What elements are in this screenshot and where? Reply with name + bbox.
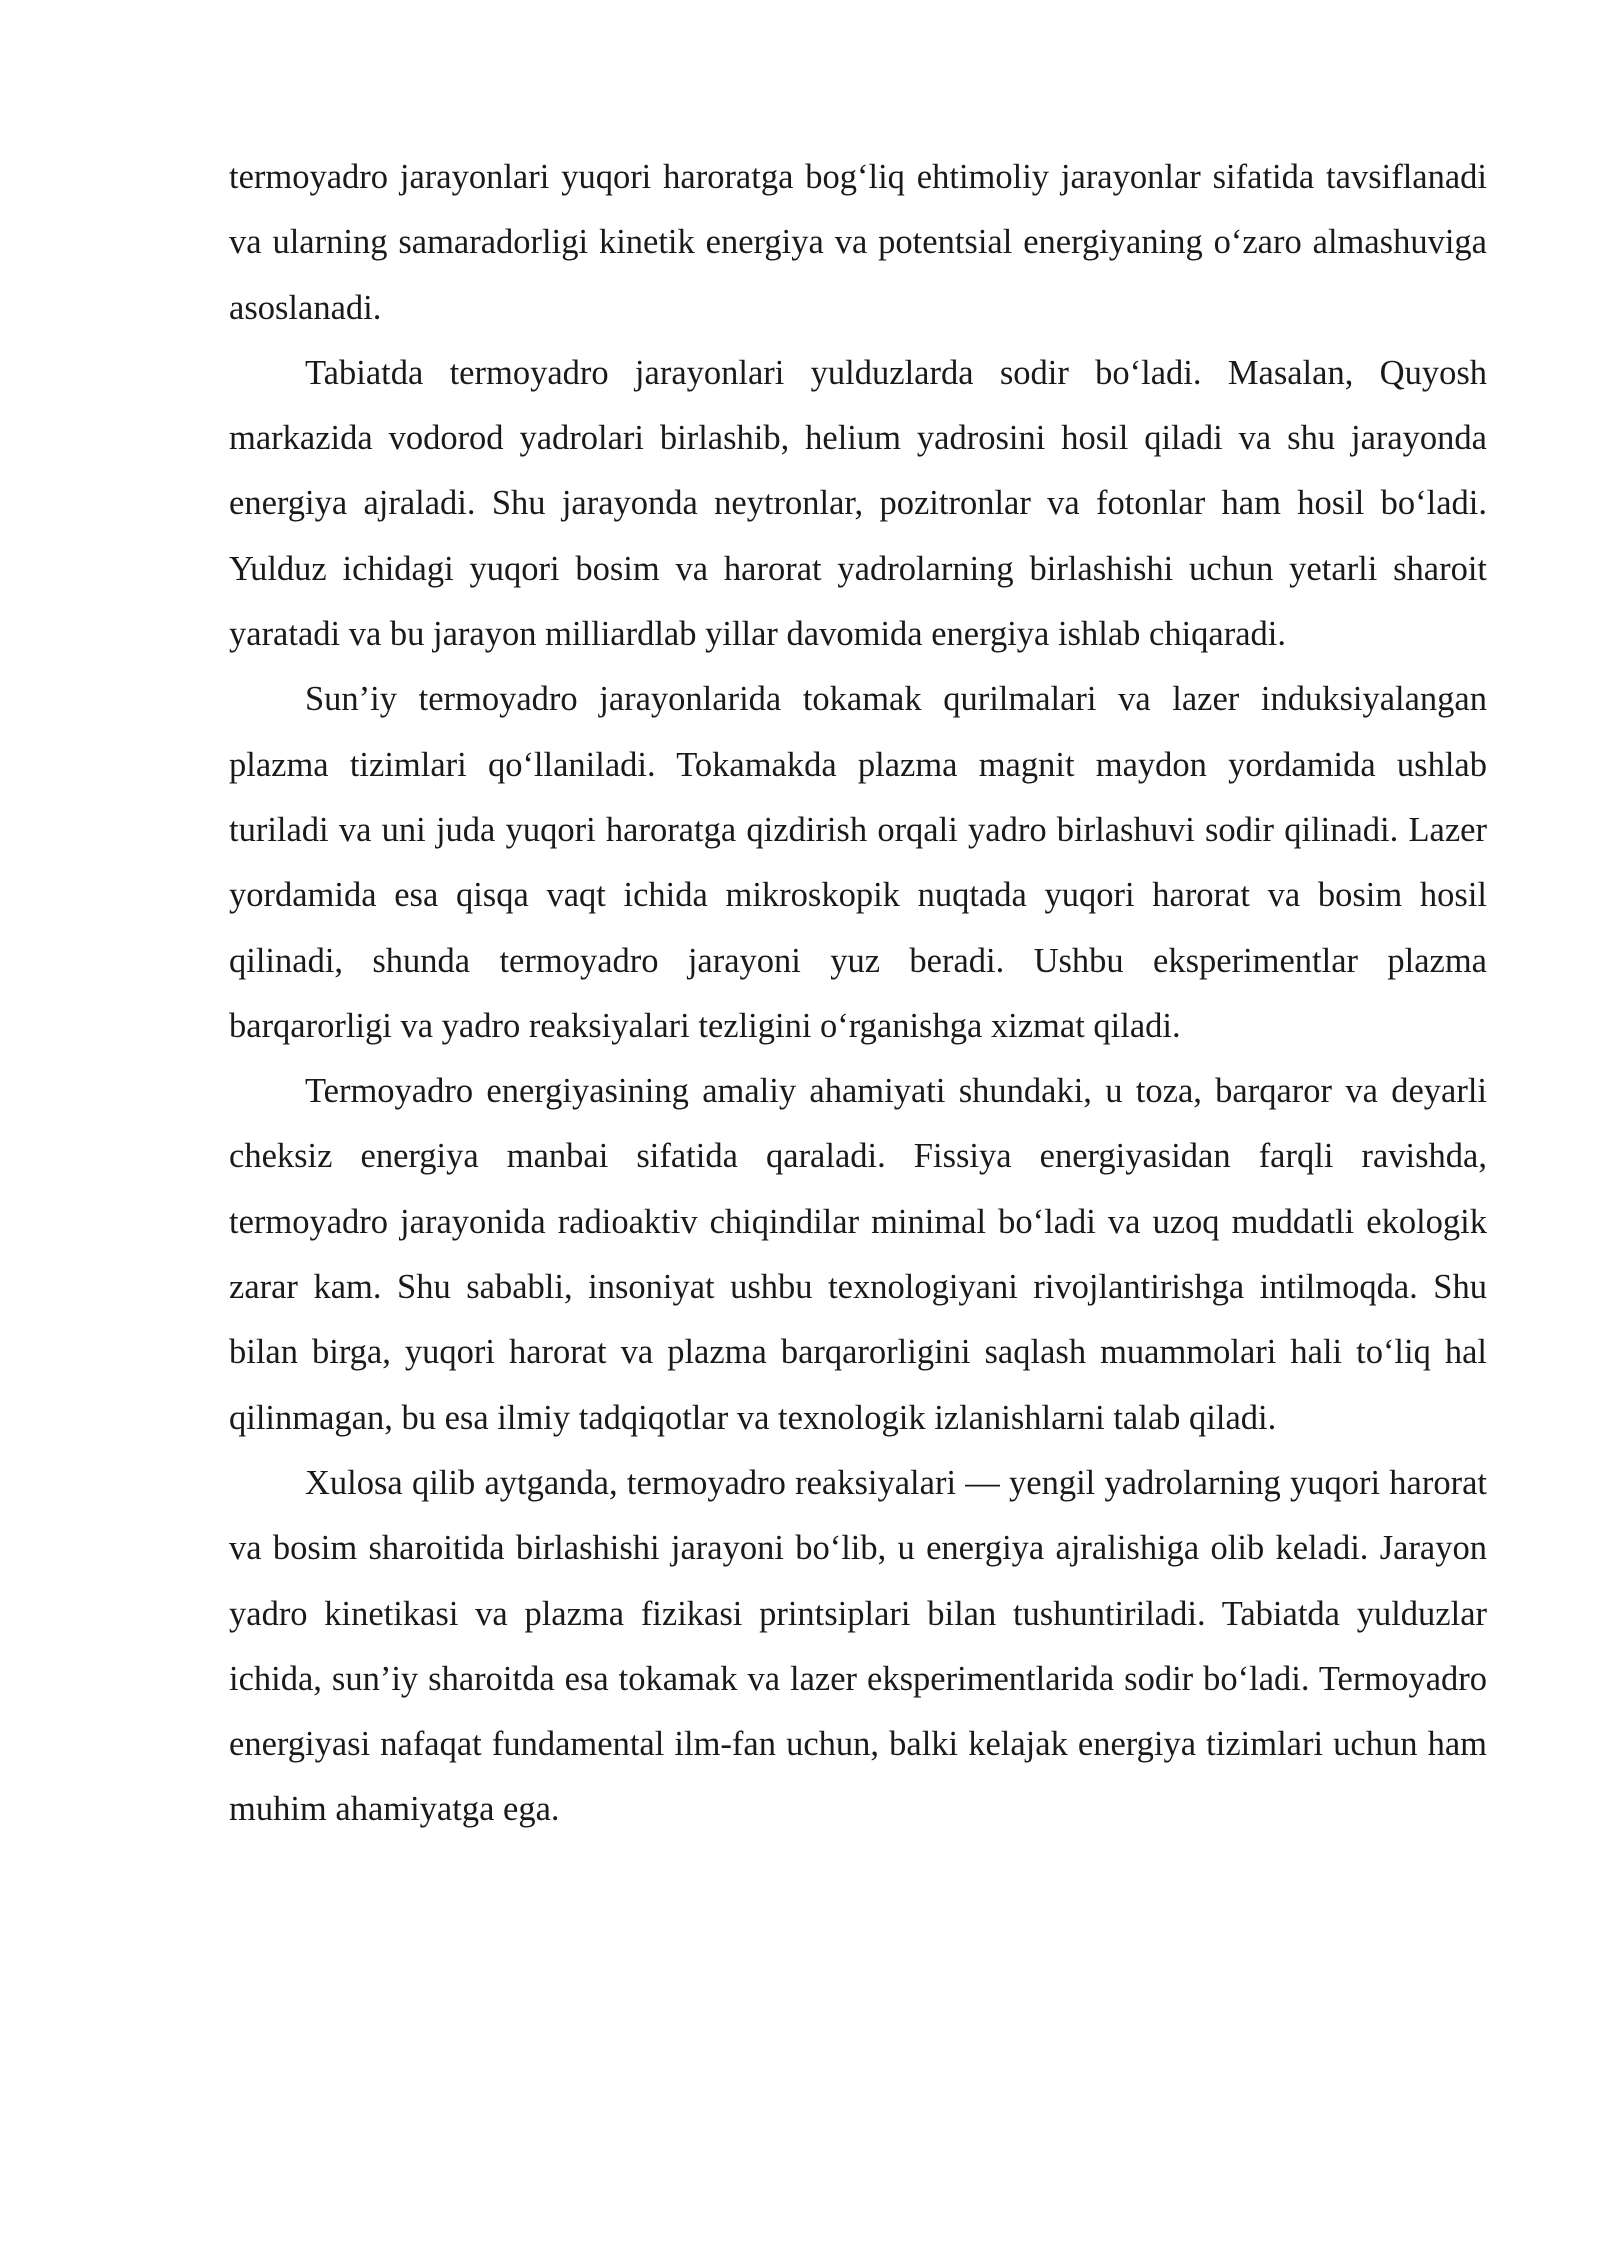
paragraph-artificial-fusion: Sun’iy termoyadro jarayonlarida tokamak qurilmalari va lazer induksiyalangan plazma tizimlari qo‘llaniladi. Tokamakda plazma magnit maydon yordamida ushlab turiladi va uni juda yuqori haroratga qizdirish orqali yadro birlashuvi sodir qilinadi. Lazer yordamida esa qisqa vaqt ichida mikroskopik nuqtada yuqori harorat va bosim hosil qilinadi, shunda termoyadro jarayoni yuz beradi. Ushbu eksperimentlar plazma barqarorligi va yadro reaksiyalari tezligini o‘rganishga xizmat qiladi.	[229, 680, 1487, 1045]
paragraph-practical-significance: Termoyadro energiyasining amaliy ahamiyati shundaki, u toza, barqaror va deyarli cheksiz energiya manbai sifatida qaraladi. Fissiya energiyasidan farqli ravishda, termoyadro jarayonida radioaktiv chiqindilar minimal bo‘ladi va uzoq muddatli ekologik zarar kam. Shu sababli, insoniyat ushbu texnologiyani rivojlantirishga intilmoqda. Shu bilan birga, yuqori harorat va plazma barqarorligini saqlash muammolari hali to‘liq hal qilinmagan, bu esa ilmiy tadqiqotlar va texnologik izlanishlarni talab qiladi.	[229, 1072, 1487, 1437]
paragraph-conclusion: Xulosa qilib aytganda, termoyadro reaksiyalari — yengil yadrolarning yuqori harorat va bosim sharoitida birlashishi jarayoni bo‘lib, u energiya ajralishiga olib keladi. Jarayon yadro kinetikasi va plazma fizikasi printsiplari bilan tushuntiriladi. Tabiatda yulduzlar ichida, sun’iy sharoitda esa tokamak va lazer eksperimentlarida sodir bo‘ladi. Termoyadro energiyasi nafaqat fundamental ilm-fan uchun, balki kelajak energiya tizimlari uchun ham muhim ahamiyatga ega.	[229, 1463, 1487, 1829]
paragraph-natural-fusion: Tabiatda termoyadro jarayonlari yulduzlarda sodir bo‘ladi. Masalan, Quyosh markazida vodorod yadrolari birlashib, helium yadrosini hosil qiladi va shu jarayonda energiya ajraladi. Shu jarayonda neytronlar, pozitronlar va fotonlar ham hosil bo‘ladi. Yulduz ichidagi yuqori bosim va harorat yadrolarning birlashishi uchun yetarli sharoit yaratadi va bu jarayon milliardlab yillar davomida energiya ishlab chiqaradi.	[229, 353, 1487, 654]
paragraph-continuation: termoyadro jarayonlari yuqori haroratga bog‘liq ehtimoliy jarayonlar sifatida tavsiflanadi va ularning samaradorligi kinetik energiya va potentsial energiyaning o‘zaro almashuviga asoslanadi.	[229, 158, 1487, 327]
document-body	[229, 145, 1487, 1843]
